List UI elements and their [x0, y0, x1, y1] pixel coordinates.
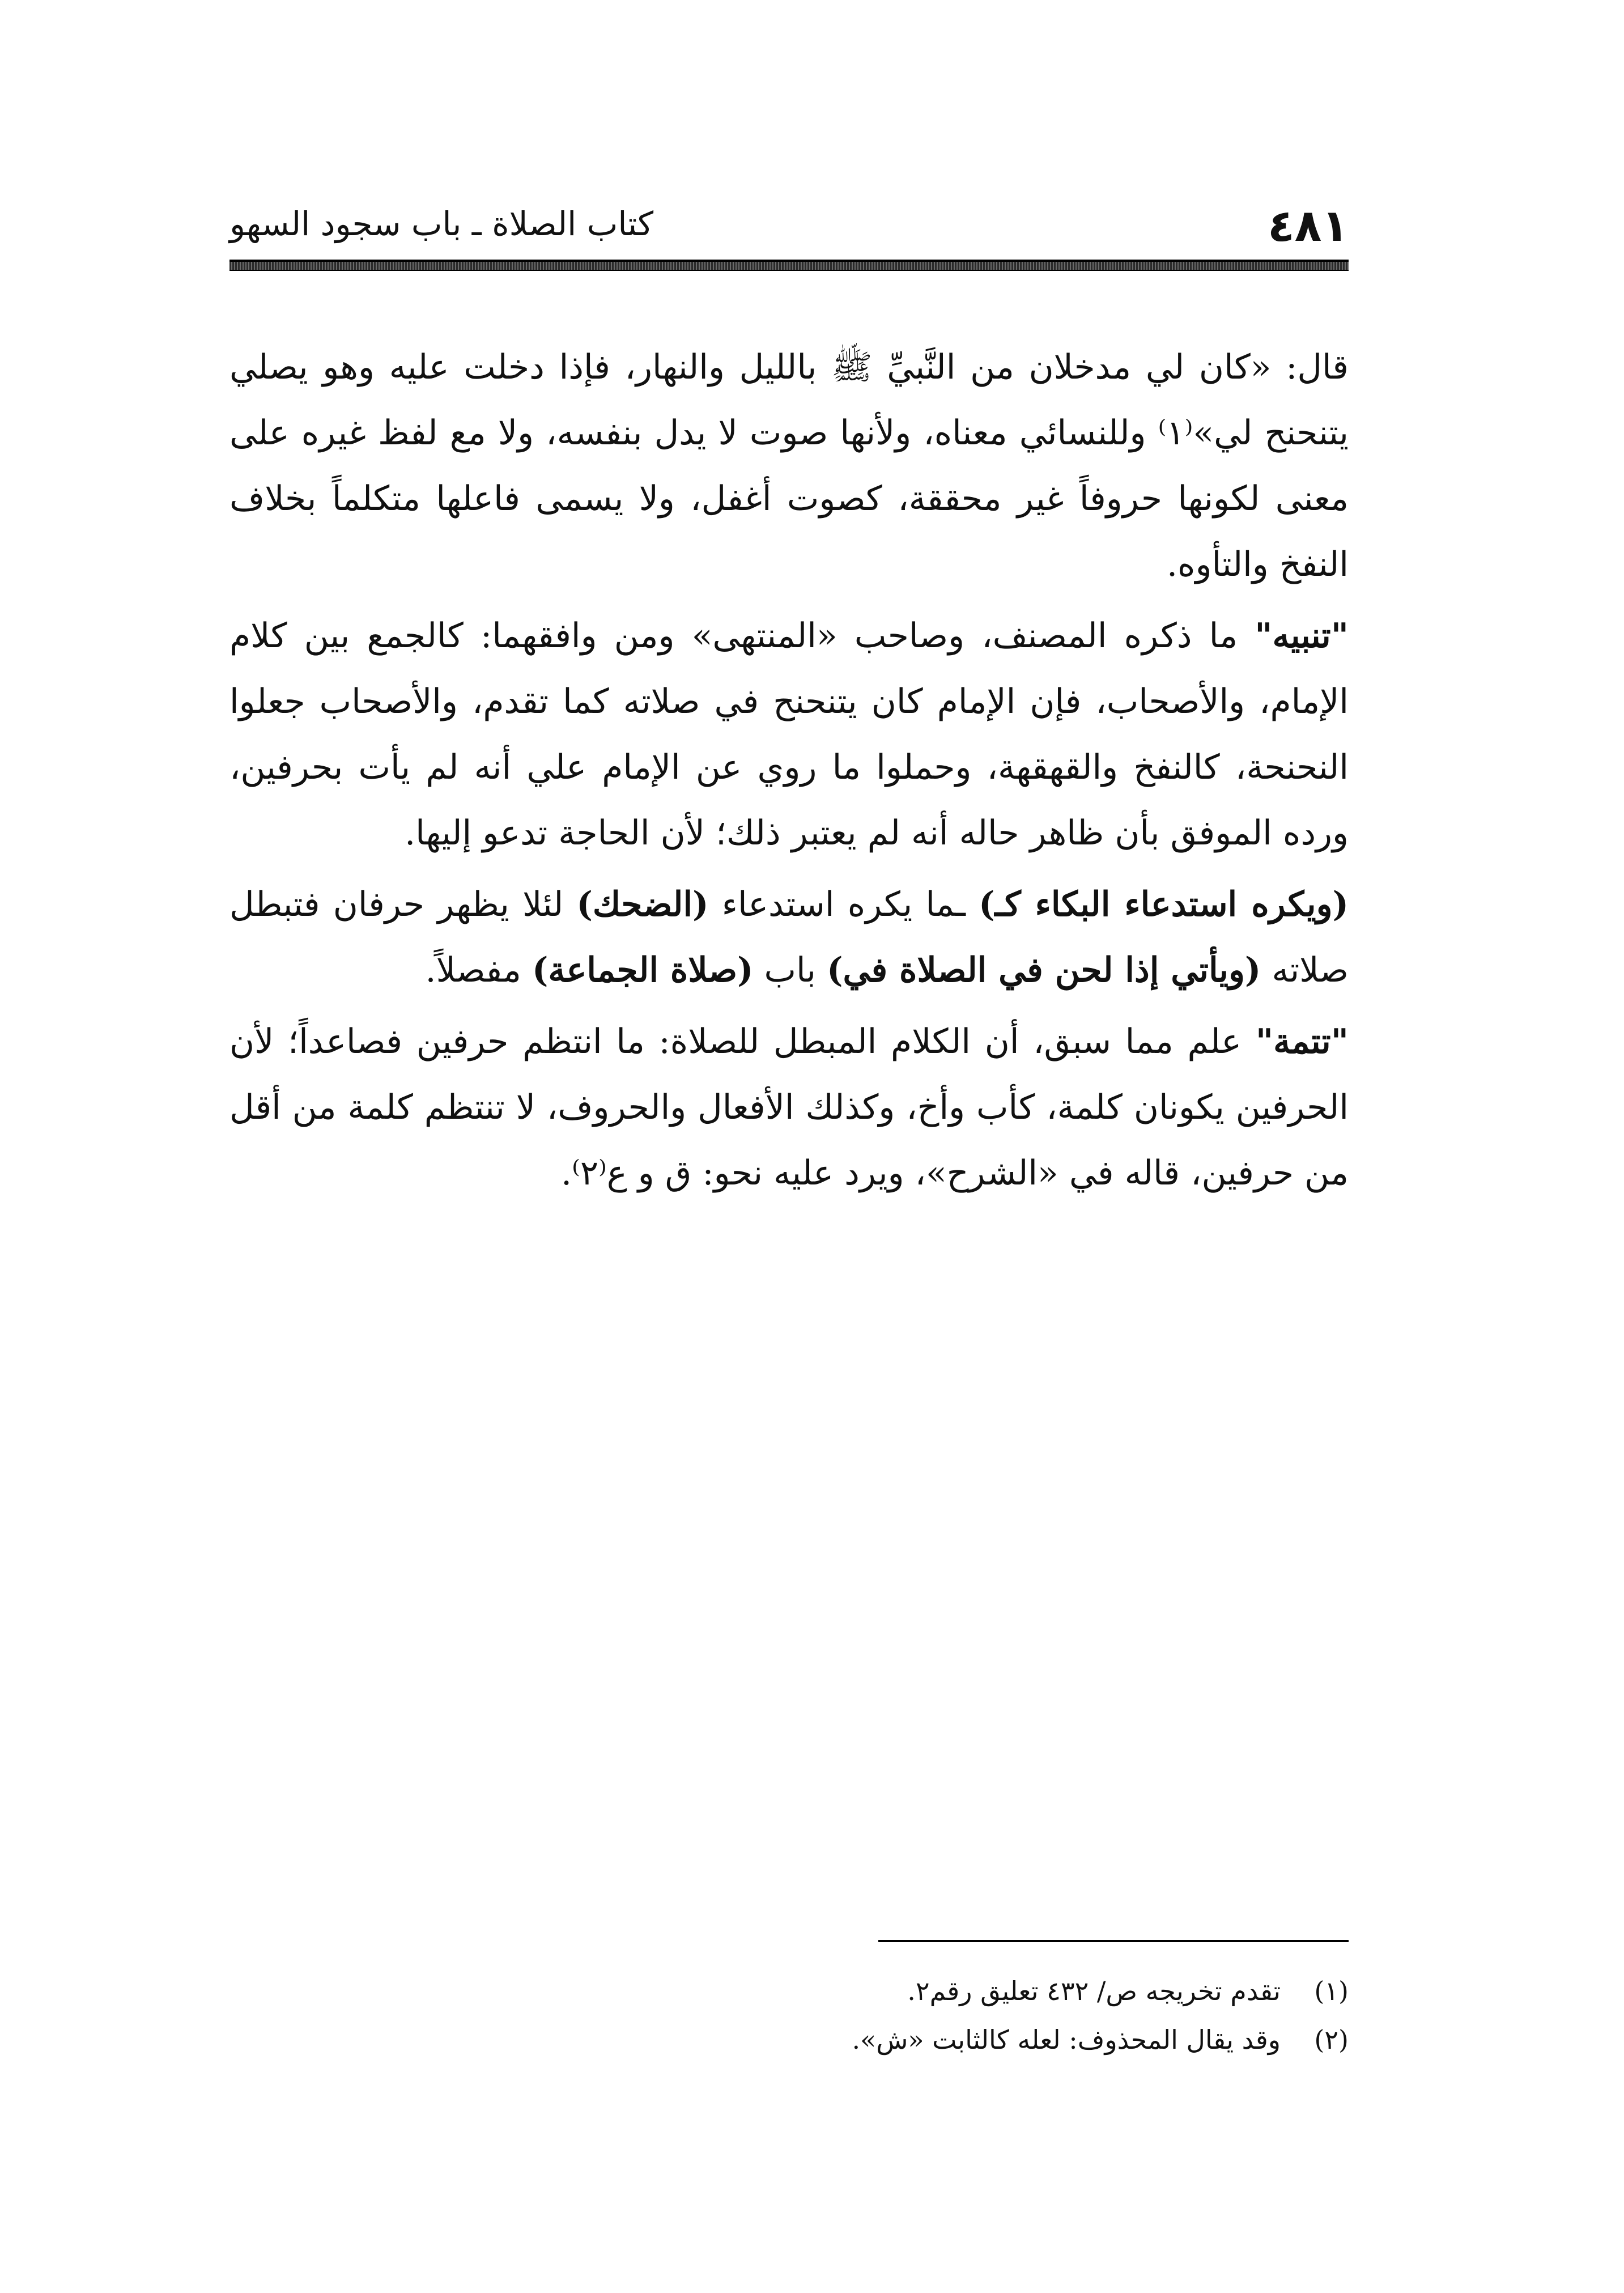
- paragraph-tatimma: [229, 1009, 1349, 1206]
- footnote-rule: [878, 1940, 1349, 1942]
- sharh-text: ـما يكره استدعاء: [708, 885, 979, 924]
- footnote: [229, 2015, 1349, 2064]
- footnote: [229, 1967, 1349, 2015]
- paragraph-text: قال: «كان لي مدخلان من النَّبيِّ ﷺ بالليل والنهار، فإذا دخلت عليه وهو يصلي يتنحنح لي»⁽١⁾ وللنسائي معناه، ولأنها صوت لا يدل بنفسه، ولا مع لفظ غيره على معنى لكونها حروفاً غير محققة، كصوت أغفل، ولا يسمى فاعلها متكلماً بخلاف النفخ والتأوه.: [229, 347, 1349, 584]
- sharh-text: باب: [753, 950, 827, 990]
- matn-text: (الضحك): [576, 885, 709, 924]
- footnote-text: تقدم تخريجه ص/ ٤٣٢ تعليق رقم٢.: [907, 1976, 1281, 2006]
- paragraph-tanbih: [229, 603, 1349, 866]
- tatimma-label: "تتمة": [1255, 1022, 1349, 1061]
- paragraph-text: ما ذكره المصنف، وصاحب «المنتهى» ومن وافقهما: كالجمع بين كلام الإمام، والأصحاب، فإن الإمام كان يتنحنح في صلاته كما تقدم، والأصحاب جعلوا النحنحة، كالنفخ والقهقهة، وحملوا ما روي عن الإمام علي أنه لم يأت بحرفين، ورده الموفق بأن ظاهر حاله أنه لم يعتبر ذلك؛ لأن الحاجة تدعو إليها.: [229, 616, 1349, 853]
- footnote-text: وقد يقال المحذوف: لعله كالثابت «ش».: [852, 2024, 1281, 2055]
- paragraph-1: [229, 334, 1349, 597]
- header-rule: [229, 260, 1349, 271]
- matn-text: (ويأتي إذا لحن في الصلاة في): [827, 950, 1261, 990]
- paragraph-text: علم مما سبق، أن الكلام المبطل للصلاة: ما انتظم حرفين فصاعداً؛ لأن الحرفين يكونان كلمة، كأب وأخ، وكذلك الأفعال والحروف، لا تنتظم كلمة من أقل من حرفين، قاله في «الشرح»، ويرد عليه نحو: ق و ع⁽٢⁾.: [229, 1022, 1349, 1193]
- tanbih-label: "تنبيه": [1255, 616, 1349, 656]
- matn-text: (ويكره استدعاء البكاء كـ): [979, 885, 1349, 924]
- footnote-marker: (٢): [1314, 2024, 1349, 2055]
- main-text: [229, 334, 1349, 1212]
- sharh-text: مفصلاً.: [425, 950, 532, 990]
- page-number: ٤٨١: [1268, 201, 1349, 252]
- sharh-text: لئلا يظهر حرفان فتبطل صلاته: [229, 885, 1349, 990]
- footnote-marker: (١): [1314, 1976, 1349, 2006]
- footnotes: [229, 1967, 1349, 2064]
- matn-text: (صلاة الجماعة): [532, 950, 754, 990]
- running-title: كتاب الصلاة ـ باب سجود السهو: [229, 205, 654, 243]
- running-header: [229, 193, 1349, 255]
- paragraph-matn: [229, 872, 1349, 1003]
